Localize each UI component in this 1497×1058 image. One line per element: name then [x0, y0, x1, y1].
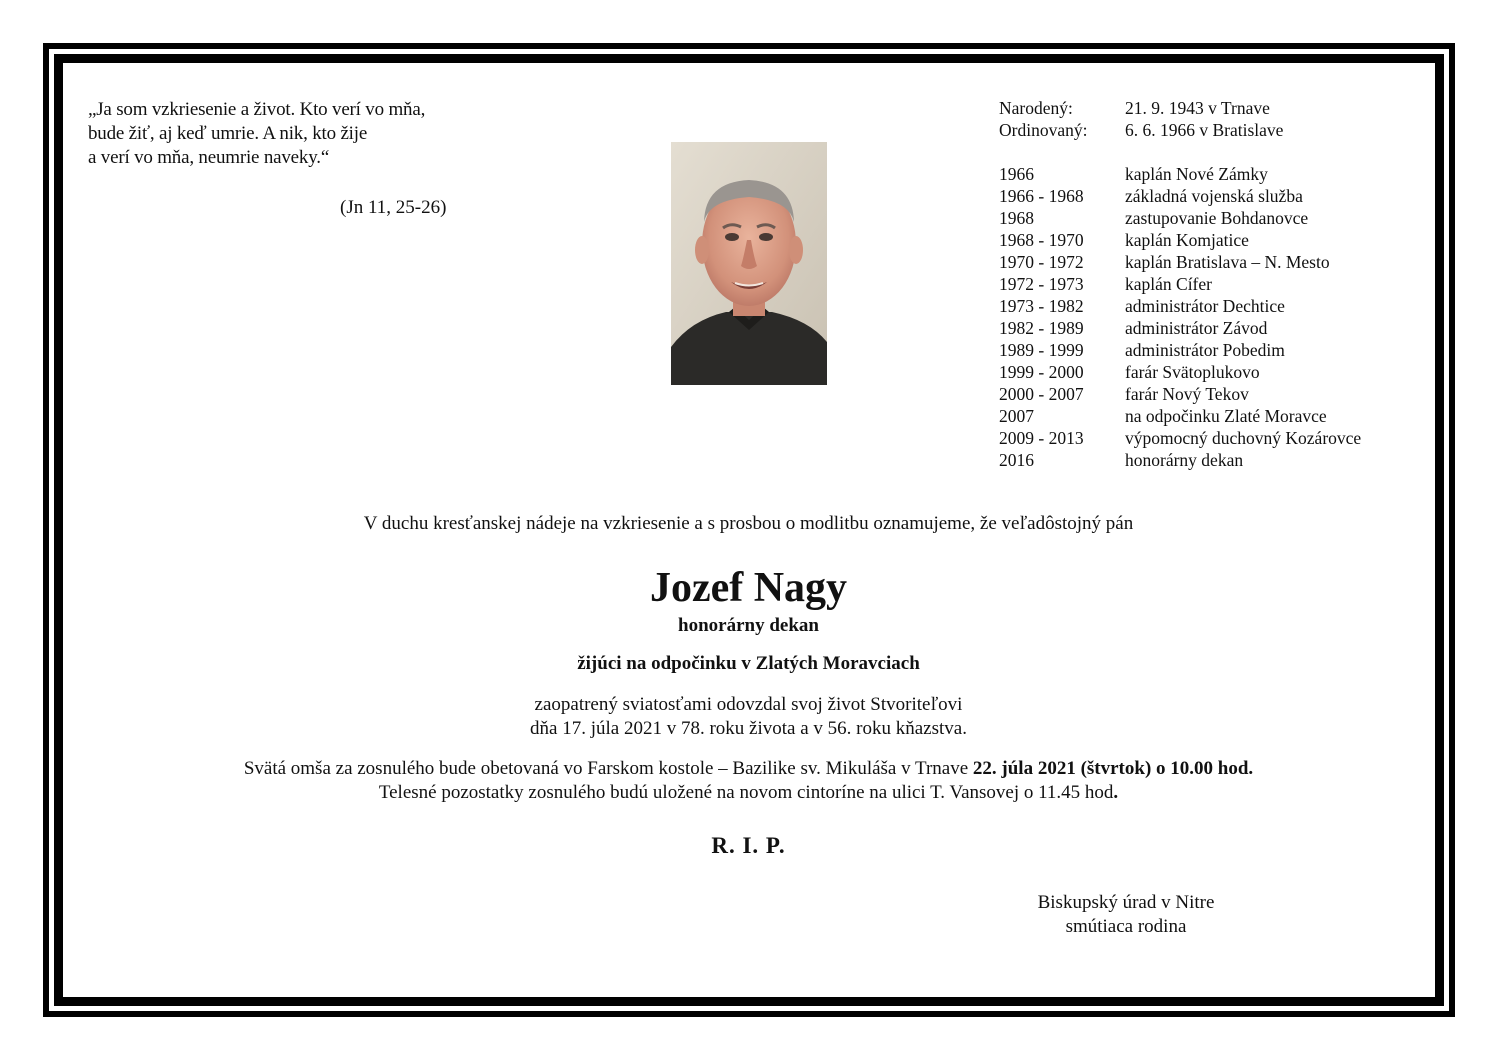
career-years: 1966 - 1968 — [999, 186, 1084, 206]
biography — [999, 97, 1419, 471]
career-row — [999, 383, 1419, 405]
career-years: 2000 - 2007 — [999, 384, 1084, 404]
career-years: 2016 — [999, 450, 1034, 470]
signer: Biskupský úrad v Nitre — [1037, 892, 1215, 913]
career-role: farár Nový Tekov — [1125, 384, 1249, 404]
career-role: kaplán Nové Zámky — [1125, 164, 1268, 184]
born-value: 21. 9. 1943 v Trnave — [1125, 98, 1270, 118]
scripture-quote — [88, 98, 508, 170]
signatories — [1026, 891, 1226, 939]
career-row — [999, 207, 1419, 229]
burial-period: . — [1113, 782, 1119, 803]
career-role: kaplán Bratislava – N. Mesto — [1125, 252, 1330, 272]
mass-date: 22. júla 2021 (štvrtok) o 10.00 hod. — [972, 758, 1254, 779]
quote-line: bude žiť, aj keď umrie. A nik, kto žije — [88, 123, 368, 144]
career-role: na odpočinku Zlaté Moravce — [1125, 406, 1327, 426]
career-years: 1968 — [999, 208, 1034, 228]
career-row — [999, 185, 1419, 207]
ordained-label: Ordinovaný: — [999, 120, 1088, 140]
ordained-value: 6. 6. 1966 v Bratislave — [1125, 120, 1284, 140]
career-role: administrátor Dechtice — [1125, 296, 1285, 316]
career-years: 1982 - 1989 — [999, 318, 1084, 338]
career-row — [999, 427, 1419, 449]
career-row — [999, 229, 1419, 251]
career-row — [999, 405, 1419, 427]
career-row — [999, 163, 1419, 185]
signer: smútiaca rodina — [1065, 916, 1187, 937]
career-role: farár Svätoplukovo — [1125, 362, 1260, 382]
career-row — [999, 295, 1419, 317]
career-row — [999, 339, 1419, 361]
deceased-residence: žijúci na odpočinku v Zlatých Moravciach — [577, 653, 920, 674]
mass-line — [0, 757, 1497, 781]
birth-row — [999, 97, 1419, 119]
career-role: administrátor Pobedim — [1125, 340, 1285, 360]
announcement-intro: V duchu kresťanskej nádeje na vzkriesenie a s prosbou o modlitbu oznamujeme, že veľadôstojný pán — [363, 513, 1134, 534]
career-years: 1989 - 1999 — [999, 340, 1084, 360]
passing-line: zaopatrený sviatosťami odovzdal svoj život Stvoriteľovi — [534, 694, 963, 715]
career-years: 1970 - 1972 — [999, 252, 1084, 272]
career-row — [999, 273, 1419, 295]
career-years: 1973 - 1982 — [999, 296, 1084, 316]
career-years: 1999 - 2000 — [999, 362, 1084, 382]
career-role: výpomocný duchovný Kozárovce — [1125, 428, 1362, 448]
born-label: Narodený: — [999, 98, 1073, 118]
career-years: 1972 - 1973 — [999, 274, 1084, 294]
quote-reference: (Jn 11, 25-26) — [340, 197, 447, 218]
burial-line — [0, 781, 1497, 805]
career-row — [999, 449, 1419, 471]
career-role: základná vojenská služba — [1125, 186, 1303, 206]
burial-text: Telesné pozostatky zosnulého budú uložené na novom cintoríne na ulici T. Vansovej o 11.45 hod — [378, 782, 1114, 803]
career-role: administrátor Závod — [1125, 318, 1268, 338]
mass-text: Svätá omša za zosnulého bude obetovaná vo Farskom kostole – Bazilike sv. Mikuláša v Trnave — [243, 758, 973, 779]
spacer — [999, 141, 1419, 163]
portrait-image — [671, 142, 827, 385]
portrait-photo — [671, 142, 827, 385]
rip-text: R. I. P. — [711, 833, 786, 858]
career-row — [999, 317, 1419, 339]
career-row — [999, 361, 1419, 383]
career-role: honorárny dekan — [1125, 450, 1244, 470]
career-years: 1968 - 1970 — [999, 230, 1084, 250]
funeral-details — [0, 757, 1497, 805]
quote-line: „Ja som vzkriesenie a život. Kto verí vo mňa, — [88, 99, 426, 120]
passing-line: dňa 17. júla 2021 v 78. roku života a v 56. roku kňazstva. — [530, 718, 967, 739]
passing-notice — [0, 693, 1497, 741]
quote-line: a verí vo mňa, neumrie naveky.“ — [88, 147, 330, 168]
ordination-row — [999, 119, 1419, 141]
career-years: 1966 — [999, 164, 1034, 184]
career-role: kaplán Komjatice — [1125, 230, 1249, 250]
deceased-title: honorárny dekan — [678, 615, 819, 636]
career-role: kaplán Cífer — [1125, 274, 1212, 294]
deceased-name: Jozef Nagy — [649, 565, 848, 611]
career-row — [999, 251, 1419, 273]
career-role: zastupovanie Bohdanovce — [1125, 208, 1309, 228]
career-years: 2009 - 2013 — [999, 428, 1084, 448]
career-years: 2007 — [999, 406, 1034, 426]
